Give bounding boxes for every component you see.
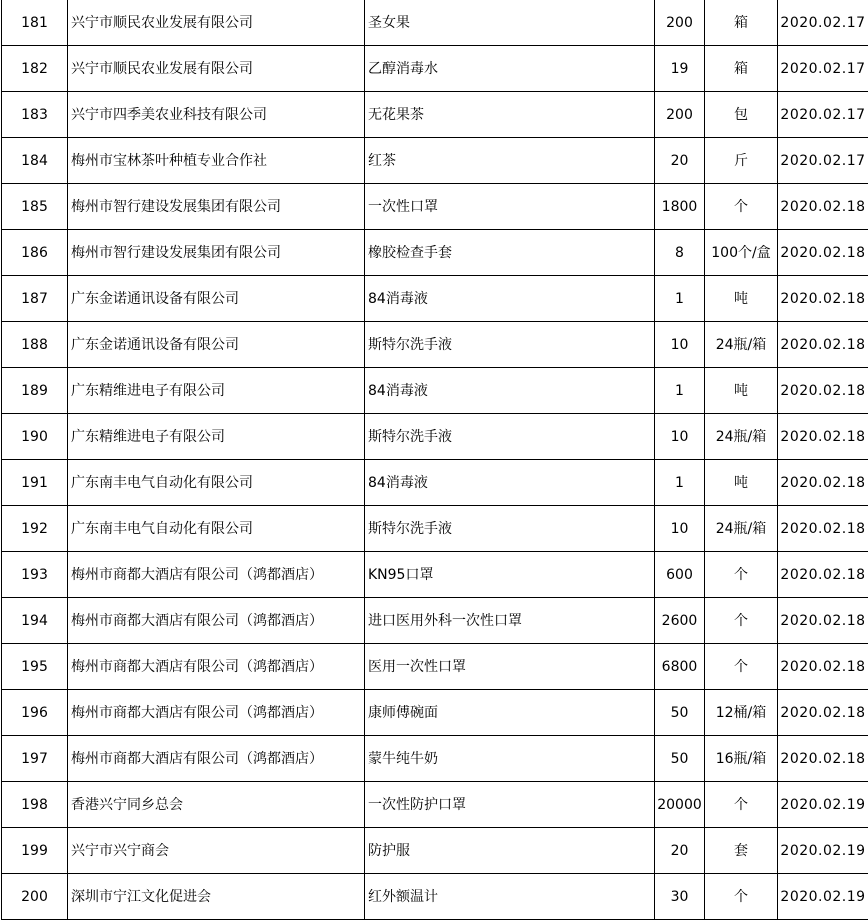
- quantity-cell: 20: [655, 138, 705, 184]
- donor-name-cell: 广东金诺通讯设备有限公司: [68, 322, 365, 368]
- row-index-cell: 199: [2, 828, 68, 874]
- quantity-cell: 20000: [655, 782, 705, 828]
- row-index-cell: 184: [2, 138, 68, 184]
- date-cell: 2020.02.18: [778, 230, 868, 276]
- donor-name-cell: 梅州市商都大酒店有限公司（鸿都酒店）: [68, 736, 365, 782]
- item-name-cell: 进口医用外科一次性口罩: [365, 598, 655, 644]
- quantity-cell: 200: [655, 0, 705, 46]
- row-index-cell: 197: [2, 736, 68, 782]
- donor-name-cell: 广东南丰电气自动化有限公司: [68, 460, 365, 506]
- table-row: [2, 0, 868, 46]
- date-cell: 2020.02.19: [778, 874, 868, 920]
- row-index-cell: 182: [2, 46, 68, 92]
- date-cell: 2020.02.17: [778, 138, 868, 184]
- unit-cell: 个: [705, 552, 778, 598]
- table-row: [2, 460, 868, 506]
- item-name-cell: 无花果茶: [365, 92, 655, 138]
- item-name-cell: 红茶: [365, 138, 655, 184]
- unit-cell: 个: [705, 782, 778, 828]
- date-cell: 2020.02.17: [778, 0, 868, 46]
- donation-table-body: [2, 0, 868, 920]
- row-index-cell: 200: [2, 874, 68, 920]
- date-cell: 2020.02.18: [778, 460, 868, 506]
- quantity-cell: 10: [655, 414, 705, 460]
- table-row: [2, 368, 868, 414]
- unit-cell: 100个/盒: [705, 230, 778, 276]
- unit-cell: 24瓶/箱: [705, 322, 778, 368]
- donor-name-cell: 兴宁市顺民农业发展有限公司: [68, 0, 365, 46]
- donor-name-cell: 梅州市商都大酒店有限公司（鸿都酒店）: [68, 644, 365, 690]
- item-name-cell: 一次性防护口罩: [365, 782, 655, 828]
- table-row: [2, 92, 868, 138]
- table-row: [2, 46, 868, 92]
- item-name-cell: 84消毒液: [365, 276, 655, 322]
- date-cell: 2020.02.19: [778, 782, 868, 828]
- donor-name-cell: 兴宁市顺民农业发展有限公司: [68, 46, 365, 92]
- item-name-cell: 斯特尔洗手液: [365, 506, 655, 552]
- table-row: [2, 276, 868, 322]
- item-name-cell: 乙醇消毒水: [365, 46, 655, 92]
- item-name-cell: 红外额温计: [365, 874, 655, 920]
- item-name-cell: 橡胶检查手套: [365, 230, 655, 276]
- table-row: [2, 184, 868, 230]
- quantity-cell: 50: [655, 736, 705, 782]
- item-name-cell: 蒙牛纯牛奶: [365, 736, 655, 782]
- donor-name-cell: 梅州市宝林茶叶种植专业合作社: [68, 138, 365, 184]
- donor-name-cell: 梅州市智行建设发展集团有限公司: [68, 184, 365, 230]
- quantity-cell: 1: [655, 368, 705, 414]
- row-index-cell: 183: [2, 92, 68, 138]
- date-cell: 2020.02.18: [778, 506, 868, 552]
- unit-cell: 斤: [705, 138, 778, 184]
- date-cell: 2020.02.18: [778, 184, 868, 230]
- date-cell: 2020.02.18: [778, 276, 868, 322]
- donor-name-cell: 梅州市商都大酒店有限公司（鸿都酒店）: [68, 552, 365, 598]
- unit-cell: 箱: [705, 46, 778, 92]
- date-cell: 2020.02.18: [778, 690, 868, 736]
- unit-cell: 吨: [705, 460, 778, 506]
- table-row: [2, 552, 868, 598]
- item-name-cell: 一次性口罩: [365, 184, 655, 230]
- donor-name-cell: 广东金诺通讯设备有限公司: [68, 276, 365, 322]
- row-index-cell: 193: [2, 552, 68, 598]
- item-name-cell: 84消毒液: [365, 368, 655, 414]
- donor-name-cell: 兴宁市四季美农业科技有限公司: [68, 92, 365, 138]
- row-index-cell: 194: [2, 598, 68, 644]
- item-name-cell: 医用一次性口罩: [365, 644, 655, 690]
- quantity-cell: 8: [655, 230, 705, 276]
- quantity-cell: 30: [655, 874, 705, 920]
- unit-cell: 个: [705, 598, 778, 644]
- row-index-cell: 188: [2, 322, 68, 368]
- date-cell: 2020.02.18: [778, 368, 868, 414]
- unit-cell: 12桶/箱: [705, 690, 778, 736]
- date-cell: 2020.02.18: [778, 736, 868, 782]
- table-row: [2, 644, 868, 690]
- quantity-cell: 1: [655, 460, 705, 506]
- quantity-cell: 1: [655, 276, 705, 322]
- donor-name-cell: 兴宁市兴宁商会: [68, 828, 365, 874]
- donor-name-cell: 梅州市商都大酒店有限公司（鸿都酒店）: [68, 690, 365, 736]
- table-row: [2, 598, 868, 644]
- row-index-cell: 189: [2, 368, 68, 414]
- date-cell: 2020.02.18: [778, 322, 868, 368]
- quantity-cell: 200: [655, 92, 705, 138]
- date-cell: 2020.02.18: [778, 598, 868, 644]
- unit-cell: 个: [705, 874, 778, 920]
- row-index-cell: 185: [2, 184, 68, 230]
- quantity-cell: 50: [655, 690, 705, 736]
- row-index-cell: 191: [2, 460, 68, 506]
- quantity-cell: 19: [655, 46, 705, 92]
- quantity-cell: 2600: [655, 598, 705, 644]
- donor-name-cell: 梅州市商都大酒店有限公司（鸿都酒店）: [68, 598, 365, 644]
- date-cell: 2020.02.18: [778, 552, 868, 598]
- item-name-cell: 康师傅碗面: [365, 690, 655, 736]
- table-row: [2, 506, 868, 552]
- unit-cell: 16瓶/箱: [705, 736, 778, 782]
- row-index-cell: 181: [2, 0, 68, 46]
- table-row: [2, 874, 868, 920]
- unit-cell: 吨: [705, 276, 778, 322]
- row-index-cell: 186: [2, 230, 68, 276]
- date-cell: 2020.02.19: [778, 828, 868, 874]
- unit-cell: 个: [705, 644, 778, 690]
- table-row: [2, 736, 868, 782]
- donation-table: [1, 0, 868, 920]
- unit-cell: 包: [705, 92, 778, 138]
- item-name-cell: 斯特尔洗手液: [365, 414, 655, 460]
- table-row: [2, 414, 868, 460]
- quantity-cell: 600: [655, 552, 705, 598]
- date-cell: 2020.02.17: [778, 92, 868, 138]
- unit-cell: 箱: [705, 0, 778, 46]
- unit-cell: 吨: [705, 368, 778, 414]
- row-index-cell: 196: [2, 690, 68, 736]
- donor-name-cell: 梅州市智行建设发展集团有限公司: [68, 230, 365, 276]
- row-index-cell: 187: [2, 276, 68, 322]
- row-index-cell: 195: [2, 644, 68, 690]
- unit-cell: 24瓶/箱: [705, 414, 778, 460]
- item-name-cell: 84消毒液: [365, 460, 655, 506]
- quantity-cell: 6800: [655, 644, 705, 690]
- donor-name-cell: 深圳市宁江文化促进会: [68, 874, 365, 920]
- item-name-cell: 圣女果: [365, 0, 655, 46]
- quantity-cell: 1800: [655, 184, 705, 230]
- quantity-cell: 20: [655, 828, 705, 874]
- table-row: [2, 230, 868, 276]
- table-row: [2, 690, 868, 736]
- date-cell: 2020.02.17: [778, 46, 868, 92]
- item-name-cell: KN95口罩: [365, 552, 655, 598]
- unit-cell: 个: [705, 184, 778, 230]
- item-name-cell: 防护服: [365, 828, 655, 874]
- donor-name-cell: 香港兴宁同乡总会: [68, 782, 365, 828]
- row-index-cell: 198: [2, 782, 68, 828]
- table-row: [2, 138, 868, 184]
- date-cell: 2020.02.18: [778, 414, 868, 460]
- unit-cell: 套: [705, 828, 778, 874]
- item-name-cell: 斯特尔洗手液: [365, 322, 655, 368]
- row-index-cell: 190: [2, 414, 68, 460]
- date-cell: 2020.02.18: [778, 644, 868, 690]
- table-row: [2, 322, 868, 368]
- table-row: [2, 782, 868, 828]
- unit-cell: 24瓶/箱: [705, 506, 778, 552]
- donor-name-cell: 广东精维进电子有限公司: [68, 414, 365, 460]
- quantity-cell: 10: [655, 322, 705, 368]
- donor-name-cell: 广东精维进电子有限公司: [68, 368, 365, 414]
- table-row: [2, 828, 868, 874]
- row-index-cell: 192: [2, 506, 68, 552]
- quantity-cell: 10: [655, 506, 705, 552]
- donor-name-cell: 广东南丰电气自动化有限公司: [68, 506, 365, 552]
